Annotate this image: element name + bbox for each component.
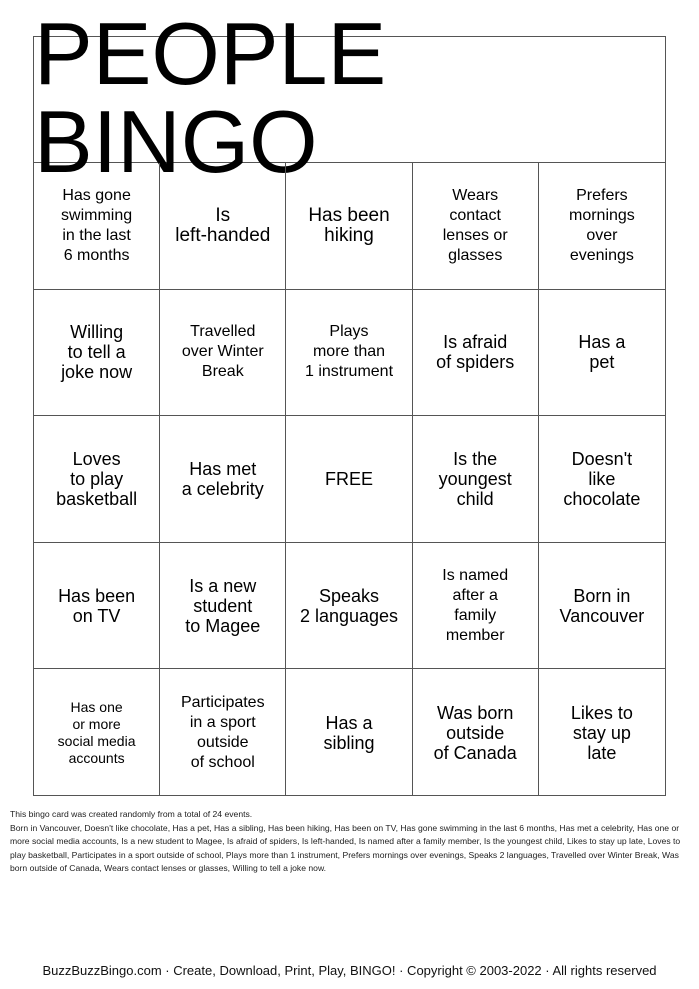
card-title: PEOPLE BINGO xyxy=(34,3,387,191)
bingo-cell-free: FREE xyxy=(286,416,412,543)
bingo-cell: Participates in a sport outside of school xyxy=(160,669,286,796)
bingo-cell: Has been hiking xyxy=(286,163,412,290)
bingo-cell: Loves to play basketball xyxy=(34,416,160,543)
bingo-cell: Has a sibling xyxy=(286,669,412,796)
bingo-cell: Willing to tell a joke now xyxy=(34,290,160,417)
bingo-cell: Travelled over Winter Break xyxy=(160,290,286,417)
bingo-cell: Likes to stay up late xyxy=(570,702,633,763)
bingo-cell: Has gone swimming in the last 6 months xyxy=(34,163,160,290)
bingo-cell: Has one or more social media accounts xyxy=(34,669,160,796)
bingo-grid xyxy=(34,163,665,796)
bingo-cell: Is left-handed xyxy=(160,163,286,290)
card-footnote xyxy=(10,808,695,876)
bingo-cell: Has met a celebrity xyxy=(160,416,286,543)
bingo-cell: Has a pet xyxy=(539,290,665,417)
bingo-cell: Is named after a family member xyxy=(413,543,539,670)
bingo-cell: Speaks 2 languages xyxy=(286,543,412,670)
bingo-cell: Is the youngest child xyxy=(413,416,539,543)
footnote-events-list: Born in Vancouver, Doesn't like chocolate, Has a pet, Has a sibling, Has been hiking, Has been on TV, Has gone swimming in the last 6 months, Has met a celebrity, Has one or more social media accounts, Is a new student to Magee, Is afraid of spiders, Is left-handed, Is named after a family member, Is the youngest child, Likes to stay up late, Loves to play basketball, Participates in a sport outside of school, Plays more than 1 instrument, Prefers mornings over evenings, Speaks 2 languages, Travelled over Winter Break, Was born outside of Canada, Wears contact lenses or glasses, Willing to tell a joke now. xyxy=(10,822,681,873)
bingo-cell: Plays more than 1 instrument xyxy=(286,290,412,417)
bingo-cell: Is a new student to Magee xyxy=(160,543,286,670)
bingo-card xyxy=(33,3,666,796)
bingo-cell: Was born outside of Canada xyxy=(413,669,539,796)
bingo-cell: Doesn't like chocolate xyxy=(539,416,665,543)
bingo-cell: Wears contact lenses or glasses xyxy=(413,163,539,290)
site-footer: BuzzBuzzBingo.com · Create, Download, Print, Play, BINGO! · Copyright © 2003-2022 · All rights reserved xyxy=(42,963,657,978)
bingo-cell: Has been on TV xyxy=(34,543,160,670)
bingo-cell: Born in Vancouver xyxy=(539,543,665,670)
bingo-cell: Is afraid of spiders xyxy=(413,290,539,417)
title-row xyxy=(34,3,665,191)
bingo-cell: Prefers mornings over evenings xyxy=(539,163,665,290)
footnote-intro: This bingo card was created randomly from a total of 24 events. xyxy=(10,809,253,819)
